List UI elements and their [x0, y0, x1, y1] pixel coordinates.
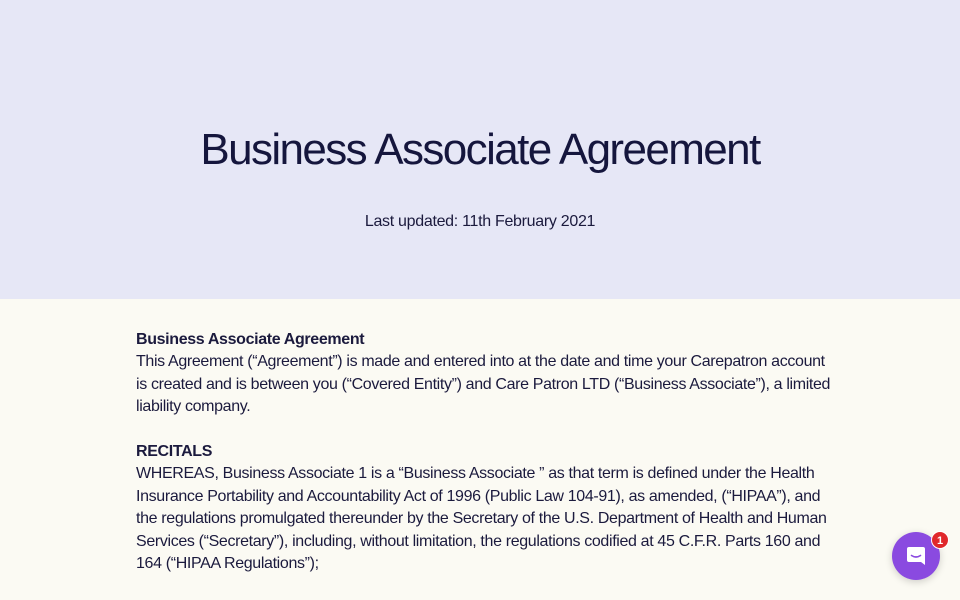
section-introduction — [136, 329, 836, 419]
hero-banner — [0, 0, 960, 299]
section-heading: Business Associate Agreement — [136, 331, 365, 348]
page-title: Business Associate Agreement — [200, 125, 760, 174]
section-recitals — [136, 441, 836, 575]
notification-badge: 1 — [931, 531, 949, 549]
section-body: WHEREAS, Business Associate 1 is a “Business Associate ” as that term is defined under the Health Insurance Portability and Accountability Act of 1996 (Public Law 104-91), as amended, (“HIPAA”), and the regulations promulgated thereunder by the Secretary of the U.S. Department of Health and Human Services (“Secretary”), including, without limitation, the regulations codified at 45 C.F.R. Parts 160 and 164 (“HIPAA Regulations”); — [136, 465, 827, 573]
section-heading: RECITALS — [136, 443, 213, 460]
last-updated-text: Last updated: 11th February 2021 — [364, 213, 596, 230]
chat-icon — [904, 544, 928, 568]
section-body: This Agreement (“Agreement”) is made and entered into at the date and time your Carepatron account is created and is between you (“Covered Entity”) and Care Patron LTD (“Business Associate”), a limited liability company. — [136, 353, 831, 416]
